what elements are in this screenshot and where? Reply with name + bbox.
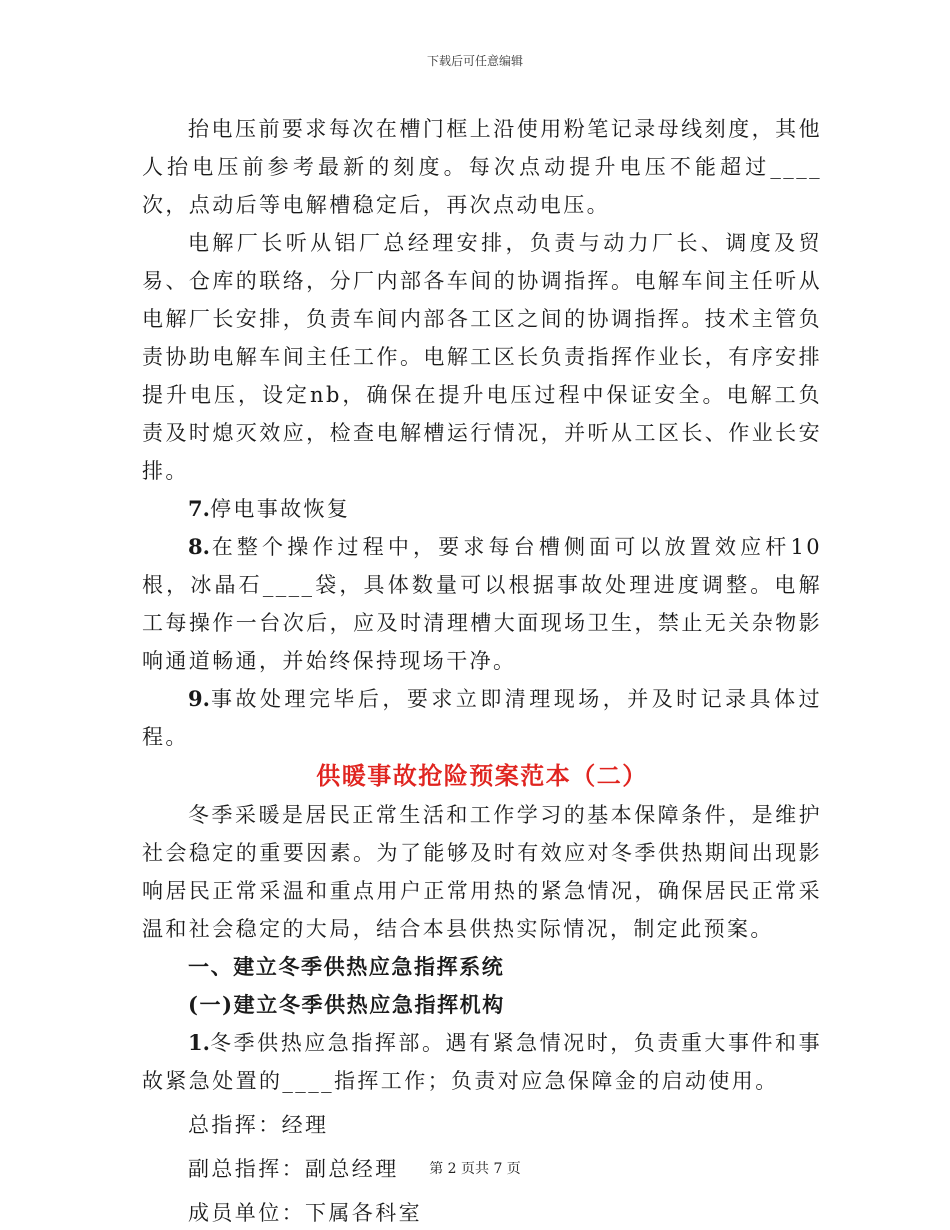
item-number: 1. [188, 1030, 210, 1055]
paragraph-voltage: 抬电压前要求每次在槽门框上沿使用粉笔记录母线刻度，其他人抬电压前参考最新的刻度。每次点动提升电压不能超过____次，点动后等电解槽稳定后，再次点动电压。 [142, 117, 822, 217]
list-item-8 [142, 528, 822, 680]
list-item-7 [142, 490, 822, 528]
item-text: 停电事故恢复 [209, 497, 351, 521]
item-text: 在整个操作过程中，要求每台槽侧面可以放置效应杆10根，冰晶石____袋，具体数量可以根据事故处理进度调整。电解工每操作一台次后，应及时清理槽大面现场卫生，禁止无关杂物影响通道畅通，并始终保持现场干净。 [142, 535, 822, 673]
role-member-units: 成员单位：下属各科室 [188, 1201, 422, 1225]
role-commander: 总指挥：经理 [188, 1113, 329, 1137]
heading-level-1: 一、建立冬季供热应急指挥系统 [188, 954, 505, 979]
paragraph-responsibilities: 电解厂长听从铝厂总经理安排，负责与动力厂长、调度及贸易、仓库的联络，分厂内部各车间的协调指挥。电解车间主任听从电解厂长安排，负责车间内部各工区之间的协调指挥。技术主管负责协助电解车间主任工作。电解工区长负责指挥作业长，有序安排提升电压，设定nb，确保在提升电压过程中保证安全。电解工负责及时熄灭效应，检查电解槽运行情况，并听从工区长、作业长安排。 [142, 231, 822, 483]
section-title: 供暖事故抢险预案范本（二） [316, 761, 648, 790]
item-text: 冬季供热应急指挥部。遇有紧急情况时，负责重大事件和事故紧急处置的____指挥工作；负责对应急保障金的启动使用。 [142, 1031, 822, 1093]
document-body [142, 110, 822, 1230]
section-intro: 冬季采暖是居民正常生活和工作学习的基本保障条件，是维护社会稳定的重要因素。为了能够及时有效应对冬季供热期间出现影响居民正常采温和重点用户正常用热的紧急情况，确保居民正常采温和社会稳定的大局，结合本县供热实际情况，制定此预案。 [142, 803, 822, 941]
item-number: 9. [188, 686, 210, 711]
item-number: 7. [188, 496, 210, 521]
page-header: 下载后可任意编辑 [426, 54, 523, 68]
item-number: 8. [188, 534, 210, 559]
list-item-9 [142, 680, 822, 756]
role-deputy-commander: 副总指挥：副总经理 [188, 1157, 399, 1181]
list-item-1 [142, 1024, 822, 1100]
item-text: 事故处理完毕后，要求立即清理现场，并及时记录具体过程。 [142, 687, 822, 749]
heading-level-2: (一)建立冬季供热应急指挥机构 [188, 992, 505, 1017]
page-footer: 第 2 页共 7 页 [429, 1161, 521, 1177]
